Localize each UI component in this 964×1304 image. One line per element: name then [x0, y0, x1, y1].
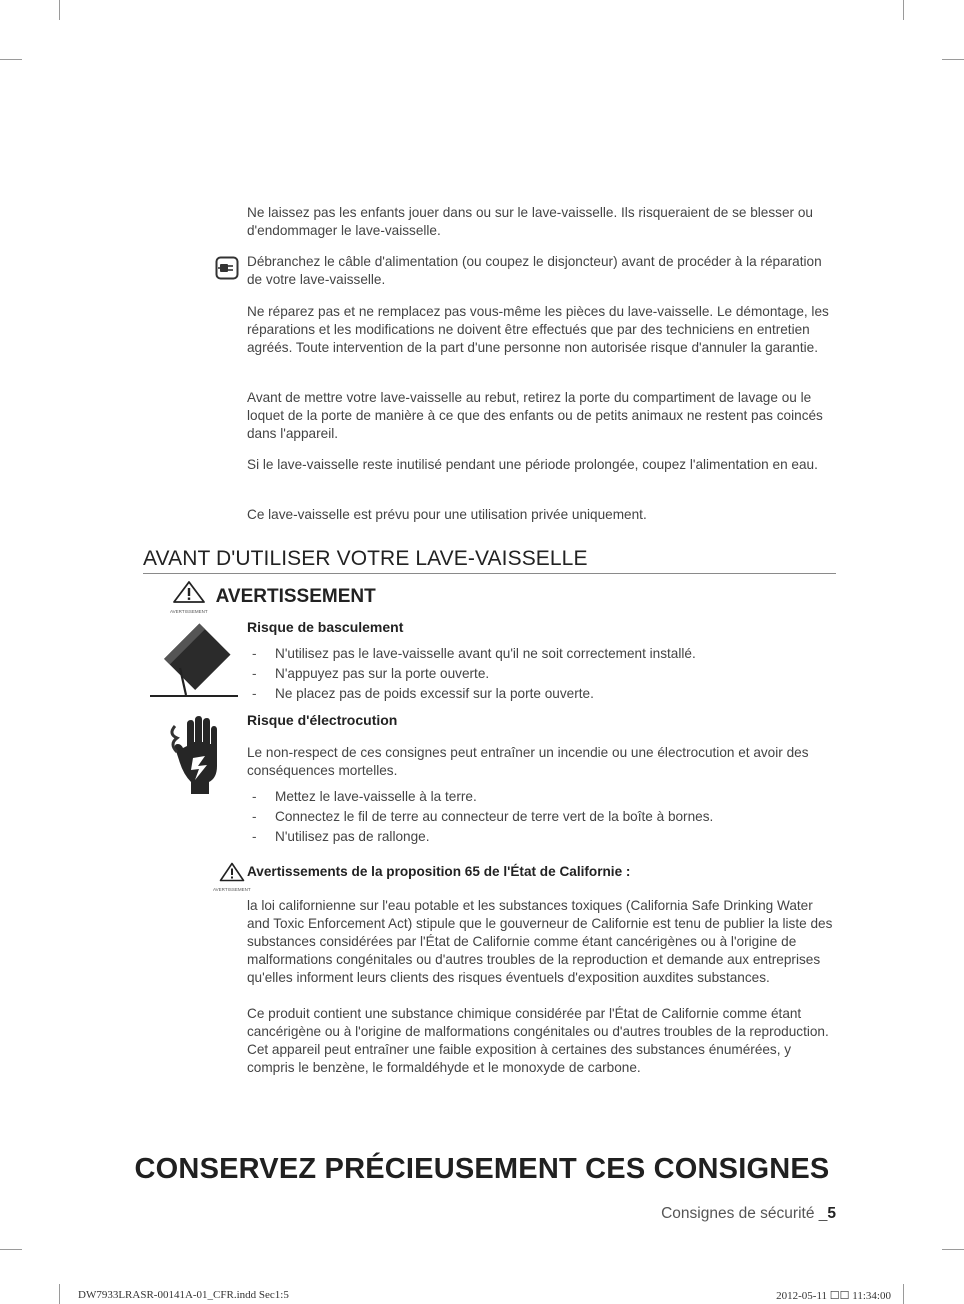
prop65-paragraph-law: la loi californienne sur l'eau potable et les substances toxiques (California Safe Drinking Water and Toxic Enforcement Act) stipule que le gouverneur de Californie est tenu de publier la liste des substances considérées par l'État de Californie comme étant cancérigènes ou à l'origine de malformations congénitales ou d'autres troubles de la reproduction et demande aux entreprises qu'elles informent leurs clients des risques éventuels d'exposition auxdites substances. — [247, 898, 833, 985]
warning-triangle-icon — [172, 580, 206, 609]
list-item: - N'utilisez pas le lave-vaisselle avant qu'il ne soit correctement installé. — [250, 644, 696, 664]
intro-paragraph-private-use: Ce lave-vaisselle est prévu pour une utilisation privée uniquement. — [247, 507, 647, 522]
warning-caption: AVERTISSEMENT — [213, 887, 251, 892]
crop-mark — [942, 59, 964, 60]
shock-risk-heading: Risque d'électrocution — [247, 712, 398, 728]
tip-risk-list — [250, 644, 696, 704]
page-footer — [661, 1205, 836, 1223]
crop-mark — [0, 59, 22, 60]
closing-title: CONSERVEZ PRÉCIEUSEMENT CES CONSIGNES — [134, 1153, 830, 1185]
crop-mark — [59, 1284, 60, 1304]
crop-mark — [59, 0, 60, 20]
crop-mark — [903, 0, 904, 20]
intro-paragraph-children: Ne laissez pas les enfants jouer dans ou sur le lave-vaisselle. Ils risqueraient de se blesser ou d'endommager le lave-vaisselle. — [247, 205, 813, 238]
tip-risk-heading: Risque de basculement — [247, 619, 404, 635]
footer-section-label: Consignes de sécurité _ — [661, 1205, 828, 1222]
intro-paragraph-unused: Si le lave-vaisselle reste inutilisé pendant une période prolongée, coupez l'alimentation en eau. — [247, 457, 818, 472]
warning-title: AVERTISSEMENT — [215, 586, 376, 607]
shock-risk-list — [250, 787, 713, 847]
warning-caption: AVERTISSEMENT — [170, 609, 208, 614]
section-title: AVANT D'UTILISER VOTRE LAVE-VAISSELLE — [143, 547, 836, 574]
intro-paragraph-repair: Ne réparez pas et ne remplacez pas vous-même les pièces du lave-vaisselle. Le démontage, les réparations et les modifications ne doivent être effectués que par des techniciens en entretien agréés. Toute intervention de la part d'une personne non autorisée risque d'annuler la garantie. — [247, 304, 829, 355]
list-item: - Mettez le lave-vaisselle à la terre. — [250, 787, 713, 807]
crop-mark — [0, 1249, 22, 1250]
unplug-icon — [215, 256, 239, 280]
warning-badge — [170, 580, 208, 614]
prop65-heading: Avertissements de la proposition 65 de l'État de Californie : — [247, 864, 631, 879]
list-item: - N'utilisez pas de rallonge. — [250, 827, 713, 847]
list-item: - Connectez le fil de terre au connecteur de terre vert de la boîte à bornes. — [250, 807, 713, 827]
electric-shock-icon — [165, 716, 225, 794]
warning-triangle-icon — [219, 862, 245, 887]
tip-over-icon — [150, 618, 238, 700]
crop-mark — [903, 1284, 904, 1304]
crop-mark — [942, 1249, 964, 1250]
prop65-paragraph-product: Ce produit contient une substance chimique considérée par l'État de Californie comme étant cancérigène ou à l'origine de malformations congénitales ou d'autres troubles de la reproduction. Cet appareil peut entraîner une faible exposition à certaines des substances énumérées, y compris le benzène, le formaldéhyde et le monoxyde de carbone. — [247, 1006, 829, 1075]
list-item: - Ne placez pas de poids excessif sur la porte ouverte. — [250, 684, 696, 704]
shock-risk-intro: Le non-respect de ces consignes peut entraîner un incendie ou une électrocution et avoir des conséquences mortelles. — [247, 745, 809, 778]
list-item: - N'appuyez pas sur la porte ouverte. — [250, 664, 696, 684]
slug-file-info: DW7933LRASR-00141A-01_CFR.indd Sec1:5 — [78, 1289, 289, 1301]
prop65-warning-badge — [213, 862, 251, 892]
slug-timestamp: 2012-05-11 ☐☐ 11:34:00 — [776, 1290, 891, 1302]
page-number: 5 — [827, 1205, 836, 1222]
warning-header — [170, 580, 376, 614]
intro-paragraph-unplug: Débranchez le câble d'alimentation (ou coupez le disjoncteur) avant de procéder à la réparation de votre lave-vaisselle. — [247, 254, 822, 287]
intro-paragraph-disposal: Avant de mettre votre lave-vaisselle au rebut, retirez la porte du compartiment de lavage ou le loquet de la porte de manière à ce que des enfants ou de petits animaux ne restent pas coincés dans l'appareil. — [247, 390, 823, 441]
